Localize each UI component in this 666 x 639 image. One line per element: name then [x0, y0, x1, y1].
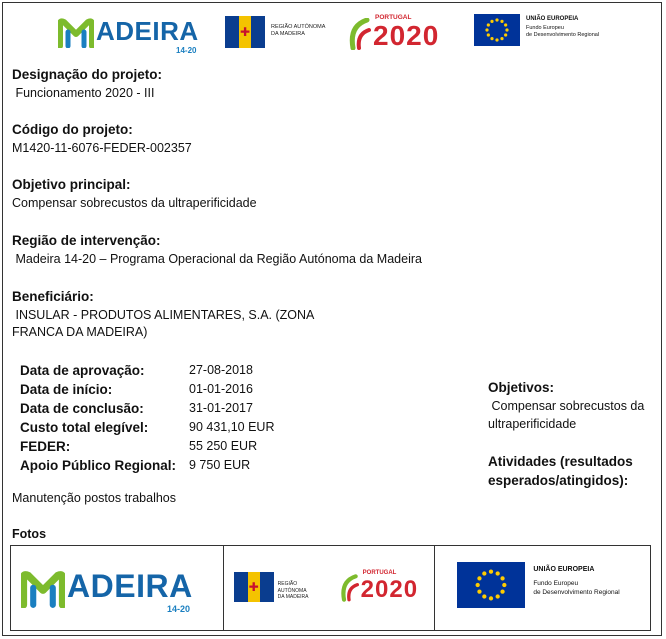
data-aprovacao-label: Data de aprovação:: [20, 363, 145, 378]
codigo-value: M1420-11-6076-FEDER-002357: [12, 141, 192, 155]
eu-title-large: UNIÃO EUROPEIA: [533, 566, 595, 573]
foto-cell-regiao-p2020: [223, 546, 435, 631]
designacao-label: Designação do projeto:: [12, 67, 163, 82]
portugal-swirl-icon: [339, 574, 359, 602]
designacao-value: Funcionamento 2020 - III: [12, 86, 155, 100]
eu-text-block-large: [533, 566, 619, 597]
eu-title: UNIÃO EUROPEIA: [526, 16, 579, 22]
madeira-word-large: ADEIRA: [67, 568, 193, 604]
codigo-label: Código do projeto:: [12, 122, 133, 137]
apoio-publico-label: Apoio Público Regional:: [20, 458, 176, 473]
foto-cell-madeira: [11, 546, 224, 631]
portugal-swirl-icon: [347, 18, 371, 50]
custo-total-value: 90 431,10 EUR: [189, 420, 275, 434]
portugal-label: PORTUGAL: [375, 14, 412, 21]
regiao-autonoma-logo: [225, 14, 335, 50]
objetivos-value-line2: ultraperificidade: [488, 417, 577, 431]
regiao-autonoma-logo-small: [234, 572, 324, 604]
eu-logo: [474, 14, 614, 50]
madeira-subtitle: 14-20: [176, 46, 197, 55]
feder-label: FEDER:: [20, 439, 71, 454]
madeira-m-icon: [21, 570, 65, 608]
beneficiario-value-line1: INSULAR - PRODUTOS ALIMENTARES, S.A. (ZONA: [12, 308, 315, 322]
p2020-number: 2020: [373, 20, 440, 51]
cross-icon: ✚: [239, 25, 251, 39]
madeira-word: ADEIRA: [96, 16, 199, 46]
p2020-number-small: 2020: [360, 576, 419, 603]
regiao-text-line2: DA MADEIRA: [271, 31, 305, 37]
cross-icon: ✚: [248, 580, 259, 594]
atividades-label-line1: Atividades (resultados: [488, 454, 633, 469]
eu-line1: Fundo Europeu: [526, 25, 564, 31]
regiao-text-small: [278, 581, 324, 601]
beneficiario-label: Beneficiário:: [12, 289, 94, 304]
madeira-subtitle-large: 14-20: [167, 604, 191, 614]
portugal-label-small: PORTUGAL: [362, 570, 397, 576]
foto-cell-eu: [435, 546, 651, 631]
data-conclusao-value: 31-01-2017: [189, 401, 253, 415]
eu-flag-icon: [474, 14, 520, 46]
eu-flag-icon: [457, 562, 525, 608]
objetivos-label: Objetivos:: [488, 380, 555, 395]
regiao-text-small-line2: DA MADEIRA: [277, 594, 309, 600]
objetivo-principal-label: Objetivo principal:: [12, 177, 131, 192]
data-inicio-value: 01-01-2016: [189, 382, 253, 396]
eu-stars-icon: [482, 15, 512, 45]
eu-text-block: [526, 16, 599, 39]
fotos-table: [10, 545, 651, 631]
madeira-logo: [58, 12, 208, 54]
data-aprovacao-value: 27-08-2018: [189, 363, 253, 377]
madeira-flag-icon: [234, 572, 274, 602]
data-conclusao-label: Data de conclusão:: [20, 401, 144, 416]
header-logos: [0, 8, 666, 56]
apoio-publico-value: 9 750 EUR: [189, 458, 251, 472]
regiao-text-small-line1: REGIÃO AUTÓNOMA: [277, 581, 307, 594]
objetivo-principal-value: Compensar sobrecustos da ultraperificidade: [12, 196, 257, 210]
objetivos-value-line1: Compensar sobrecustos da: [488, 399, 645, 413]
regiao-text-line1: REGIÃO AUTÓNOMA: [271, 24, 326, 30]
atividades-label-line2: esperados/atingidos):: [488, 473, 629, 488]
eu-logo-large: [457, 562, 642, 612]
madeira-flag-icon: [225, 16, 265, 48]
beneficiario-value-line2: FRANCA DA MADEIRA): [12, 325, 148, 339]
eu-stars-icon: [471, 565, 511, 605]
regiao-intervencao-label: Região de intervenção:: [12, 233, 161, 248]
manutencao-text: Manutenção postos trabalhos: [12, 491, 176, 505]
data-inicio-label: Data de início:: [20, 382, 113, 397]
regiao-intervencao-value: Madeira 14-20 – Programa Operacional da Região Autónoma da Madeira: [12, 252, 422, 266]
custo-total-label: Custo total elegível:: [20, 420, 149, 435]
fotos-label: Fotos: [12, 527, 47, 541]
eu-line1-large: Fundo Europeu: [533, 580, 579, 587]
eu-line2-large: de Desenvolvimento Regional: [533, 589, 620, 596]
portugal-2020-logo-small: [339, 568, 431, 608]
madeira-m-icon: [58, 18, 94, 48]
regiao-text: [271, 24, 325, 38]
madeira-logo-large: [21, 564, 211, 614]
eu-line2: de Desenvolvimento Regional: [526, 32, 600, 38]
portugal-2020-logo: [347, 12, 457, 54]
feder-value: 55 250 EUR: [189, 439, 258, 453]
